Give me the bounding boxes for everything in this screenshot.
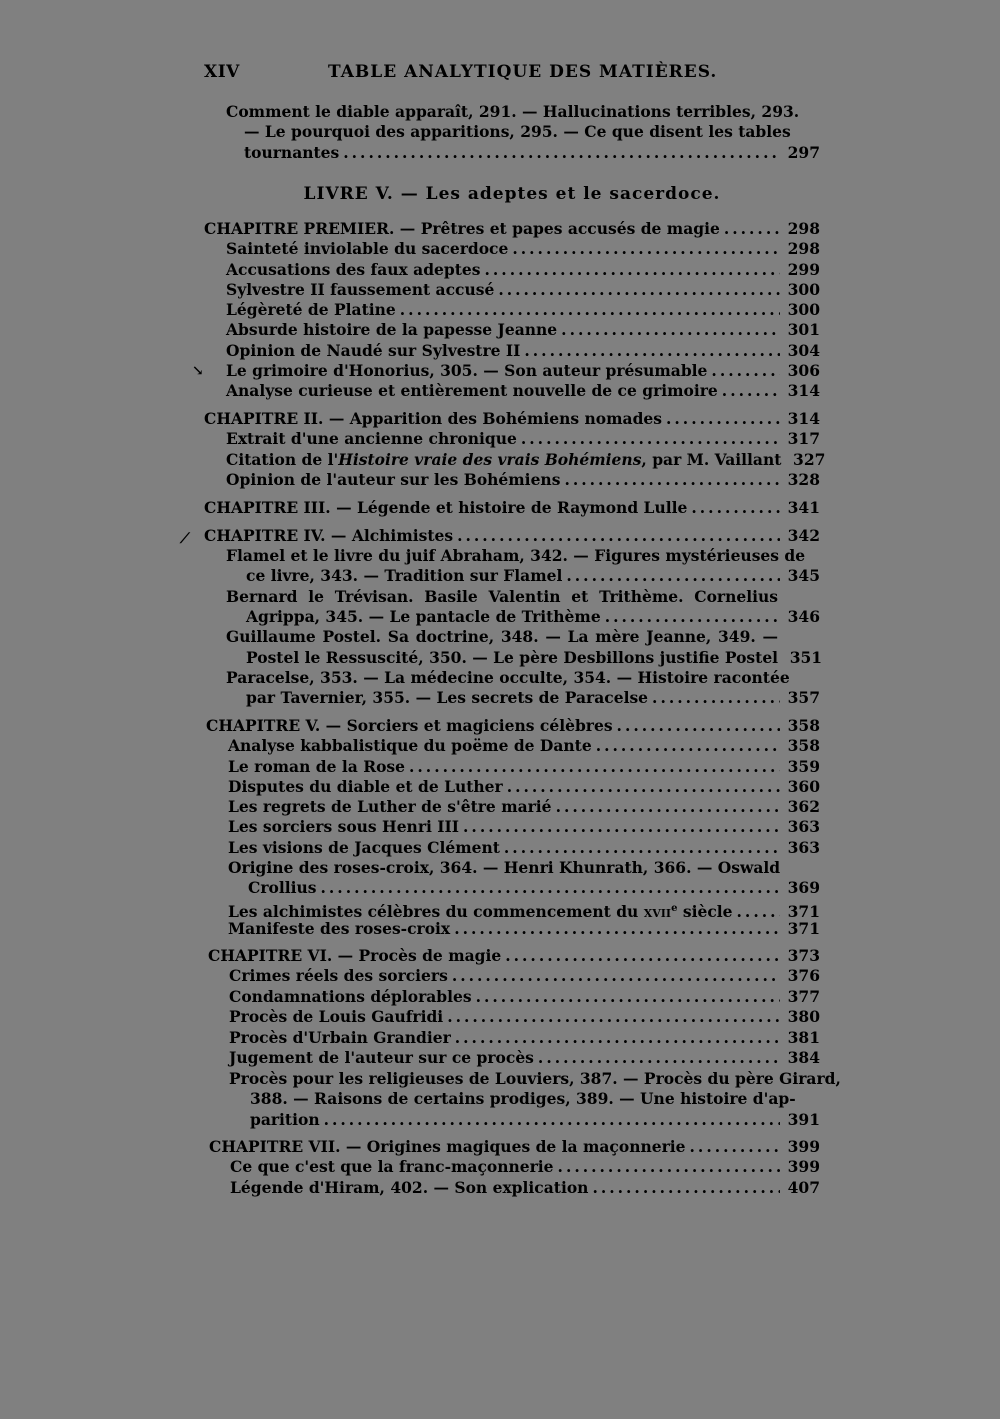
toc-entry-line <box>226 668 790 688</box>
entry-text: Apparition des Bohémiens nomades <box>349 409 663 428</box>
entry-text: CHAPITRE PREMIER. — <box>204 219 416 238</box>
page-ref: 306 <box>787 361 820 380</box>
entry-text: Disputes du diable et de Luther <box>228 777 503 796</box>
entry-text: Le roman de la Rose <box>228 757 406 776</box>
page-ref: 341 <box>787 498 820 517</box>
entry-text: Analyse kabbalistique du poëme de Dante <box>228 736 592 755</box>
dot-leader <box>596 736 780 756</box>
toc-entry <box>226 260 820 280</box>
toc-entry <box>226 239 820 259</box>
page-ref: 371 <box>787 919 820 938</box>
entry-text: xvii <box>643 902 672 922</box>
dot-leader <box>463 817 780 837</box>
chapter-heading <box>204 498 820 518</box>
dot-leader <box>454 919 780 939</box>
entry-text: Les sorciers sous Henri III <box>228 817 460 836</box>
toc-entry-line <box>226 587 778 607</box>
dot-leader <box>324 1110 780 1130</box>
dot-leader <box>485 260 781 280</box>
entry-text: ce livre, 343. — Tradition sur Flamel <box>246 566 563 585</box>
page-ref: 407 <box>787 1178 820 1197</box>
entry-text: 388. — Raisons de certains prodiges, 389. — Une histoire d'ap- <box>250 1089 796 1108</box>
entry-text: Crimes réels des sorciers <box>229 966 448 985</box>
chapter-heading <box>208 946 820 966</box>
chapter-heading <box>204 219 820 239</box>
entry-text: Opinion de l'auteur sur les Bohémiens <box>226 470 561 489</box>
toc-entry <box>248 878 820 898</box>
entry-text: Comment le diable apparaît, 291. — Hallucinations terribles, 293. <box>226 102 800 121</box>
dot-leader <box>724 219 780 239</box>
entry-text: Origines magiques de la maçonnerie <box>366 1137 686 1156</box>
toc-entry <box>228 736 820 756</box>
dot-leader <box>617 716 780 736</box>
chapter-heading <box>204 526 820 546</box>
toc-entry <box>246 607 820 627</box>
dot-leader <box>691 498 780 518</box>
dot-leader <box>711 361 780 381</box>
dot-leader <box>457 526 780 546</box>
page-ref: 399 <box>787 1137 820 1156</box>
page-number: XIV <box>204 62 240 82</box>
toc-entry <box>229 1048 820 1068</box>
page-ref: 317 <box>787 429 820 448</box>
entry-text: Absurde histoire de la papesse Jeanne <box>226 320 558 339</box>
entry-text: Légende et histoire de Raymond Lulle <box>357 498 688 517</box>
page-ref: 297 <box>787 143 820 162</box>
book-heading: LIVRE V. — Les adeptes et le sacerdoce. <box>303 184 721 204</box>
page-ref: 399 <box>787 1157 820 1176</box>
page-ref: 363 <box>787 838 820 857</box>
page-ref: 360 <box>787 777 820 796</box>
page-ref: 373 <box>787 946 820 965</box>
dot-leader <box>409 757 780 777</box>
page-ref: 371 <box>787 902 820 922</box>
toc-entry <box>228 899 820 922</box>
entry-text: CHAPITRE IV. — <box>204 526 347 545</box>
entry-text: tournantes <box>244 143 340 162</box>
entry-text: CHAPITRE II. — <box>204 409 345 428</box>
entry-text: — Le pourquoi des apparitions, 295. — Ce que disent les tables <box>244 122 791 141</box>
page-ref: 300 <box>787 300 820 319</box>
margin-mark-icon: ↘ <box>192 363 204 379</box>
dot-leader <box>652 688 780 708</box>
page-ref: 301 <box>787 320 820 339</box>
page-ref: 299 <box>787 260 820 279</box>
dot-leader <box>343 143 780 163</box>
toc-entry <box>226 470 820 490</box>
entry-text: CHAPITRE VII. — <box>209 1137 362 1156</box>
dot-leader <box>476 987 780 1007</box>
toc-entry-line <box>229 1069 841 1089</box>
page-ref: 376 <box>787 966 820 985</box>
toc-entry-line <box>226 627 778 647</box>
entry-text: Procès de Louis Gaufridi <box>229 1007 444 1026</box>
chapter-heading <box>204 409 820 429</box>
page-ref: 327 <box>793 450 826 469</box>
page-ref: 362 <box>787 797 820 816</box>
dot-leader <box>592 1178 780 1198</box>
toc-entry <box>228 777 820 797</box>
page-ref: 345 <box>787 566 820 585</box>
margin-mark-icon: ⟋ <box>180 531 190 547</box>
dot-leader <box>512 239 780 259</box>
toc-entry <box>228 797 820 817</box>
entry-text: Procès pour les religieuses de Louviers, 387. — Procès du père Girard, <box>229 1069 841 1088</box>
entry-text: Sylvestre II faussement accusé <box>226 280 495 299</box>
dot-leader <box>722 381 780 401</box>
toc-entry <box>226 450 826 470</box>
running-header <box>204 62 820 88</box>
entry-text: Extrait d'une ancienne chronique <box>226 429 517 448</box>
toc-entry <box>226 381 820 401</box>
entry-text: parition <box>250 1110 320 1129</box>
entry-text: Histoire vraie des vrais Bohémiens <box>338 450 642 469</box>
chapter-heading <box>206 716 820 736</box>
dot-leader <box>507 777 780 797</box>
toc-entry-line <box>250 1089 796 1109</box>
entry-text: Sainteté inviolable du sacerdoce <box>226 239 509 258</box>
entry-text: Ce que c'est que la franc-maçonnerie <box>230 1157 554 1176</box>
toc-entry <box>226 341 820 361</box>
dot-leader <box>452 966 780 986</box>
toc-entry-line <box>226 546 806 566</box>
entry-text: CHAPITRE V. — <box>206 716 342 735</box>
toc-entry <box>250 1110 820 1130</box>
dot-leader <box>666 409 780 429</box>
entry-text: Citation de l' <box>226 450 339 469</box>
entry-text: Paracelse, 353. — La médecine occulte, 354. — Histoire racontée <box>226 668 790 687</box>
entry-text: Les regrets de Luther de s'être marié <box>228 797 552 816</box>
dot-leader <box>566 566 780 586</box>
toc-entry <box>228 817 820 837</box>
page-ref: 391 <box>787 1110 820 1129</box>
entry-text: Le grimoire d'Honorius, 305. — Son auteur présumable <box>226 361 708 380</box>
page-ref: 298 <box>787 239 820 258</box>
dot-leader <box>690 1137 780 1157</box>
page-ref: 381 <box>787 1028 820 1047</box>
entry-text: Légèreté de Platine <box>226 300 396 319</box>
entry-text: Les alchimistes célèbres du commencement du <box>228 902 644 922</box>
page-ref: 363 <box>787 817 820 836</box>
dot-leader <box>561 320 780 340</box>
entry-text: Procès de magie <box>358 946 502 965</box>
toc-entry <box>226 280 820 300</box>
page-ref: 358 <box>787 736 820 755</box>
toc-entry <box>246 566 820 586</box>
toc-entry <box>228 838 820 858</box>
toc-entry <box>246 688 820 708</box>
chapter-heading <box>209 1137 820 1157</box>
page-ref: 314 <box>787 381 820 400</box>
toc-entry <box>226 429 820 449</box>
page-ref: 300 <box>787 280 820 299</box>
toc-entry-line <box>228 858 780 878</box>
dot-leader <box>605 607 780 627</box>
page-ref: 377 <box>787 987 820 1006</box>
toc-entry <box>229 966 820 986</box>
entry-text: e <box>671 903 678 914</box>
page-ref: 351 <box>789 648 823 667</box>
dot-leader <box>400 300 780 320</box>
entry-text: Postel le Ressuscité, 350. — Le père Desbillons justifie Postel <box>246 648 779 667</box>
dot-leader <box>558 1157 780 1177</box>
dot-leader <box>447 1007 780 1027</box>
header-title: TABLE ANALYTIQUE DES MATIÈRES. <box>328 62 718 82</box>
toc-entry-line <box>244 122 791 142</box>
entry-text: Procès d'Urbain Grandier <box>229 1028 451 1047</box>
entry-text: Guillaume Postel. Sa doctrine, 348. — La mère Jeanne, 349. — <box>226 627 778 646</box>
dot-leader <box>455 1028 780 1048</box>
page-ref: 304 <box>787 341 820 360</box>
toc-entry <box>226 320 820 340</box>
entry-text: Bernard le Trévisan. Basile Valentin et Trithème. Cornelius <box>226 587 778 606</box>
dot-leader <box>521 429 780 449</box>
toc-entry <box>229 1028 820 1048</box>
toc-entry <box>226 361 820 381</box>
dot-leader <box>321 878 780 898</box>
toc-entry <box>246 648 823 668</box>
entry-text: Les visions de Jacques Clément <box>228 838 500 857</box>
toc-entry <box>228 757 820 777</box>
entry-text: Opinion de Naudé sur Sylvestre II <box>226 341 521 360</box>
toc-entry <box>230 1178 820 1198</box>
dot-leader <box>564 470 780 490</box>
entry-text: Légende d'Hiram, 402. — Son explication <box>230 1178 589 1197</box>
entry-text: Analyse curieuse et entièrement nouvelle de ce grimoire <box>226 381 718 400</box>
toc-entry <box>230 1157 820 1177</box>
entry-text: Accusations des faux adeptes <box>226 260 481 279</box>
entry-text: CHAPITRE III. — <box>204 498 352 517</box>
page-ref: 328 <box>787 470 820 489</box>
toc-entry <box>226 300 820 320</box>
entry-text: Jugement de l'auteur sur ce procès <box>229 1048 534 1067</box>
page-ref: 342 <box>787 526 820 545</box>
entry-text: CHAPITRE VI. — <box>208 946 354 965</box>
page-ref: 369 <box>787 878 820 897</box>
dot-leader <box>538 1048 780 1068</box>
dot-leader <box>504 838 780 858</box>
page-ref: 358 <box>787 716 820 735</box>
dot-leader <box>505 946 780 966</box>
entry-text: Manifeste des roses-croix <box>228 919 451 938</box>
toc-entry <box>244 143 820 163</box>
dot-leader <box>556 797 780 817</box>
toc-entry <box>229 1007 820 1027</box>
page-ref: 314 <box>787 409 820 428</box>
entry-text: , par M. Vaillant <box>641 450 782 469</box>
page-ref: 346 <box>787 607 820 626</box>
entry-text: Alchimistes <box>351 526 454 545</box>
toc-entry-line <box>226 102 800 122</box>
entry-text: par Tavernier, 355. — Les secrets de Paracelse <box>246 688 649 707</box>
entry-text: Agrippa, 345. — Le pantacle de Trithème <box>246 607 601 626</box>
entry-text: siècle <box>677 902 733 922</box>
entry-text: Sorciers et magiciens célèbres <box>346 716 613 735</box>
entry-text: Crollius <box>248 878 317 897</box>
entry-text: Origine des roses-croix, 364. — Henri Khunrath, 366. — Oswald <box>228 858 781 877</box>
entry-text: Flamel et le livre du juif Abraham, 342. — Figures mystérieuses de <box>226 546 806 565</box>
dot-leader <box>498 280 780 300</box>
dot-leader <box>524 341 780 361</box>
toc-entry <box>228 919 820 939</box>
toc-entry <box>229 987 820 1007</box>
page-ref: 384 <box>787 1048 820 1067</box>
page-ref: 357 <box>787 688 820 707</box>
page-ref: 380 <box>787 1007 820 1026</box>
entry-text: Condamnations déplorables <box>229 987 472 1006</box>
page-ref: 359 <box>787 757 820 776</box>
page-ref: 298 <box>787 219 820 238</box>
entry-text: Prêtres et papes accusés de magie <box>420 219 720 238</box>
